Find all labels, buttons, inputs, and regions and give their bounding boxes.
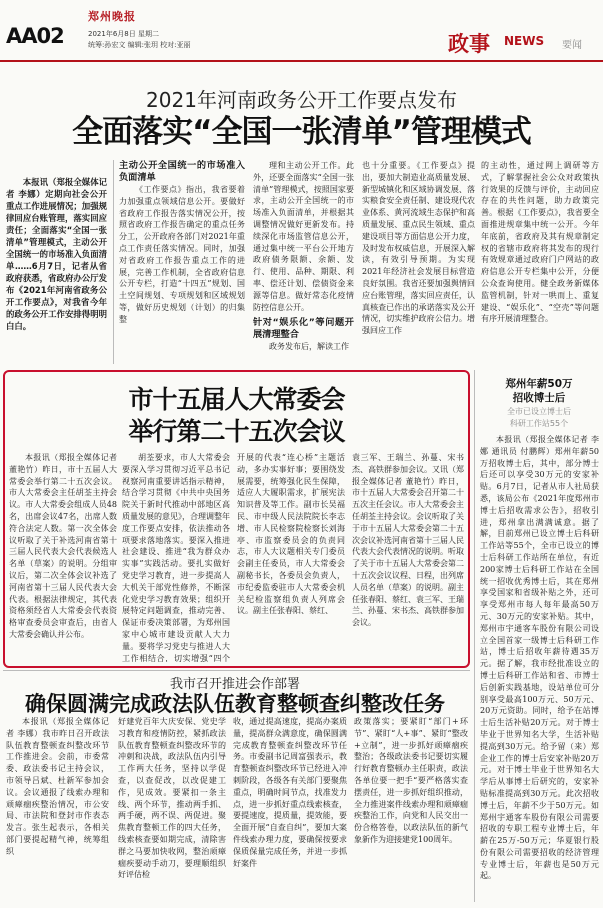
bottom-story-title: 确保圆满完成政法队伍教育整顿查纠整改任务 (25, 692, 445, 716)
bottom-story-col4-text: 政策落实；要紧盯“部门+环节”、紧盯“人+事”、紧盯“整改+立制”，进一步抓好顽瘴痼疾整治；各级政法委书记要切实履行好教育整顿办主任职责，政法各单位要一把手“要严格落实查摆责任，进一步抓好组织推动，全力推进案件线索办理和顽瘴痼疾整治工作，向党和人民交出一份合格答卷，以政法队伍的新气象新作为迎接建党100周年。 (354, 717, 468, 844)
box-story-col2-text: 胡荃要求，市人大常委会要深入学习贯彻习近平总书记视察河南重要讲话指示精神，结合学习贯彻《中共中央国务院关于新时代推动中部地区高质量发展的意见》，合理调整年度工作要点安排，依法推动各项要求落地落实。要深入推进社会建设、推进“我为群众办实事”实践活动。要扎实做好党史学习教育，进一步提高人大机关干部党性修养，不断深化党史学习教育效果；组织开展特定问题调查，推动完善、保证市委决策部署，为郑州国家中心城市建设贡献人大力量。要将学习党史与推进人大工作相结合，切实增强“四个 (122, 453, 230, 662)
top-story-col3 (253, 160, 354, 362)
top-story-subhead-1: 主动公开全国统一的市场准入负面清单 (119, 160, 245, 183)
box-story-col1-text: 本报讯（郑报全媒体记者 董艳竹）昨日，市十五届人大常委会举行第二十五次会议。市人大常委会主任胡荃主持会议。市人大常委会组成人员48名，出席会议47名，出席人数符合法定人数。第一次全体会议听取了关于补选河南省第十三届人民代表大会代表候选人名单（草案）的说明。分组审议后，第二次全体会议补选了河南省第十三届人民代表大会代表。根据法律规定，其代表资格须经省人大常委会代表资格审查委员会审查后，由省人大常委会确认并公布。 (9, 453, 117, 639)
header-rule (0, 60, 603, 62)
sidebar-text: 本报讯（郑报全媒体记者 李娜 通讯员 付鹏辉）郑州年薪50万招收博士后，其中，部分博士后还可以享受30万元的安家补贴。6月7日，记者从市人社局获悉，该局公布《2021年度郑州市博士后招收需求公告》，招收引进，郑州拿出满满诚意。据了解，目前郑州已设立博士后科研工作站等55个，全市已设立的博士后科研工作站所在单位，有近200家博士后科研工作站在全国统一招收优秀博士后，其在郑州享受国家和省级补贴之外，还可享受郑州市每人每年最高50万元、30万元的安家补贴。其中，郑州市宇通客车股份有限公司设立全国首家一级博士后科研工作站，博士后招收年薪待遇35万元。据了解，我市经批准设立的博士后科研工作站和省、市博士后创新实践基地，设站单位可分别享受最高100万元、50万元、20万元资助。同时，给予在站博士后生活补贴20万元。对于博士毕业于世界知名大学，生活补贴提高到30万元。给予留（来）郑企业工作的博士后安家补贴20万元。对于博士毕业于世界知名大学后从事博士后研究的，安家补贴标准提高到30万元。此次招收博士后，年薪不少于50万元。如郑州宇通客车股份有限公司需要招收的专职工程专业博士后，年薪在25万-50万元；华夏银行股份有限公司需要招收的经济管理专业博士后，年薪也是50万元起。 (480, 435, 599, 881)
section-title-en: NEWS (504, 34, 545, 48)
sidebar-body (480, 434, 599, 902)
top-story-col2 (119, 160, 245, 362)
top-story-kicker: 2021年河南政务公开工作要点发布 (146, 88, 457, 112)
box-story-col4-text: 袁三军、王瑞兰、孙蔓、宋书杰、高铁群参加会议。又讯（郑报全媒体记者 董艳竹）昨日，市十五届人大常委会召开第二十五次主任会议。市人大常委会主任胡荃主持会议。会议听取了关于市十五届人大常委会第二十五次会议补选河南省第十三届人民代表大会代表情况的说明。听取了关于市十五届人大常委会第二十五次会议议程、日程，出列席人员名单（草案）的说明。副主任张春阳、蔡红、袁三军、王瑞兰、孙蔓、宋书杰、高铁群参加会议。 (352, 453, 464, 628)
page-number: AA02 (6, 24, 64, 48)
bottom-story-col4 (354, 716, 468, 902)
sidebar-title-line1: 郑州年薪50万 (505, 378, 573, 390)
section-title: 政事 (448, 32, 490, 56)
bottom-story-col2-text: 好建党百年大庆安保、党史学习教育和疫情防控，紧抓政法队伍教育整顿查纠整改环节的冲刺和决战，政法队伍内引导工作两大任务，坚持以学促查，以查促改，以改促建工作，见成效。要紧扣一条主线、两个环节，推动两手抓、两手硬，两不误、两促进。聚焦教育整顿工作的四大任务，线索核查要如期完成，清除害群之马要加快收网，整治顽瘴痼疾要动手动刀，要理顺组织好评估检 (118, 717, 226, 880)
box-story-col3-text: 开展的代表“连心桥”主题活动，多办实事好事；要围绕发展需要，统筹强化民生保障，适应人大履职需求，扩展宪法知识普及等工作。副市长吴福民、市中级人民法院院长李志增、市人民检察院检察长刘海亭、市监察委员会的负责同志，市人大议题相关专门委员会副主任委员，市人大常委会副秘书长，各委员会负责人，市纪委监委驻市人大常委会机关纪检监察组负责人列席会议。副主任张春阳、蔡红、 (237, 453, 345, 616)
top-story-col2-text: 《工作要点》指出，我省要着力加强重点领域信息公开。要做好省政府工作报告落实情况公开，按照省政府工作报告确定的重点任务分工，公开政府各部门对2021年重点工作责任落实情况。同时，加强对省政府工作报告重点工作的进展，完善工作机制，全省政府信息公开专栏，打造“十四五”规划、国土空间规划、专项规划和区域规划等，做好历史规划（计划）的归集整 (119, 185, 245, 324)
editor-line: 统筹:孙宏文 编辑:张玥 校对:亚丽 (88, 41, 191, 49)
bottom-story-col1-text: 本报讯（郑报全媒体记者 李娜）我市昨日召开政法队伍教育整顿查纠整改环节工作推进会。会前，市委常委、政法委书记主持会议，市领导吕斌、杜新军参加会议。会议通报了线索办理和顽瘴痼疾整治情况，市公安局、市法院和登封市作表态发言。张生起表示，各相关部门要提起精气神，统筹组织 (6, 717, 109, 856)
top-story-lead: 本报讯（郑报全媒体记者 李娜）定期向社会公开重点工作进展情况；加强规律回应台账管理，落实回应责任；全面落实“全国一张清单”管理模式，主动公开全国统一的市场准入负面清单……6月7日，记者从省政府获悉，省政府办公厅发布《2021年河南省政务公开工作要点》，对我省今年的政务公开工作安排得明明白白。 (6, 177, 107, 331)
sidebar-subtitle-line2: 科研工作站55个 (509, 419, 569, 428)
bottom-story-col3-text: 收，通过提高速度，提高办案质量，提高群众满意度，确保圆满完成教育整顿查纠整改环节任务。市委副书记周富强表示，教育整顿查纠整改环节已经进入冲刺阶段，各级各有关部门要聚焦重点，明确时间节点，找准发力点，进一步抓好重点线索核查，要提速度，提质量，提效能，要全面开展“自查自纠”，要加大案件线索办理力度，要确保按要求保质保量完成任务，并进一步抓好案件 (233, 717, 347, 868)
top-story-col1 (6, 176, 107, 361)
top-story-col5 (481, 160, 599, 362)
top-story-col5-text: 的主动性，通过网上调研等方式，了解掌握社会公众对政策执行效果的反馈与评价，主动回应存在的共性问题，助力政策完善。根据《工作要点》，我省要全面推进规章集中统一公开。今年年底前，省政府及其有规章制定权的省辖市政府将其发布的现行有效规章通过政府门户网站的政府信息公开专栏集中公开，分便公众查询使用。健全政务新媒体监管机制，针对一哄而上、重复建设、“娱乐化”、“空壳”等问题有序开展清理整合。 (481, 161, 599, 324)
bottom-story-col1 (6, 716, 109, 902)
bottom-story-kicker: 我市召开推进会作部署 (169, 677, 300, 692)
section-subtitle: 要闻 (562, 40, 582, 51)
box-story-title-line2: 举行第二十五次会议 (128, 417, 345, 446)
sidebar-divider (474, 370, 475, 902)
box-story-title-line1: 市十五届人大常委会 (128, 385, 345, 414)
box-story-col4 (352, 452, 464, 662)
date-line: 2021年6月8日 星期二 (88, 30, 159, 38)
bottom-story-rule (3, 670, 470, 671)
box-story-col2 (122, 452, 230, 662)
column-divider (113, 160, 114, 364)
newspaper-logo: 郑州晚报 (88, 10, 136, 23)
sidebar-title-line2: 招收博士后 (512, 392, 566, 404)
sidebar-subtitle-line1: 全市已设立博士后 (507, 407, 571, 416)
top-story-col4-text: 也十分重要。《工作要点》提出，要加大制造业高质量发展、新型城镇化和区域协调发展、落实粮食安全责任制、建设现代农业体系、黄河流域生态保护和高质量发展、重点民生领域、重点建设项目等方面信息公开力度，及时发布权威信息，开展深入解读，有效引导预期。为实现2021年经济社会发展目标营造良好氛围。我省还要加强舆情回应台账管理，落实回应责任，认真核查已作出的承诺落实及公开情况，切实维护政府公信力。增强回应工作 (362, 161, 475, 336)
bottom-story-col3 (233, 716, 347, 902)
box-story-col1 (9, 452, 117, 662)
top-story-col3-tail: 政务发布后，解读工作 (269, 342, 349, 352)
top-story-subhead-2: 针对“娱乐化”等问题开展清理整合 (253, 317, 354, 341)
top-story-title: 全面落实“全国一张清单”管理模式 (72, 114, 531, 150)
top-story-col4 (362, 160, 475, 362)
box-story-col3 (237, 452, 345, 662)
bottom-story-col2 (118, 716, 226, 902)
top-story-col3-text: 理和主动公开工作。此外，还要全面落实“全国一张清单”管理模式，按照国家要求，主动公开全国统一的市场准入负面清单，并根据其调整情况做好更新发布。持续深化市场监管信息公开，通过集中统一平台公开地方政府债务限额、余额、发行、使用、品种、期限、利率、偿还计划、偿债资金来源等信息。做好常态化疫情防控信息公开。 (253, 161, 354, 312)
